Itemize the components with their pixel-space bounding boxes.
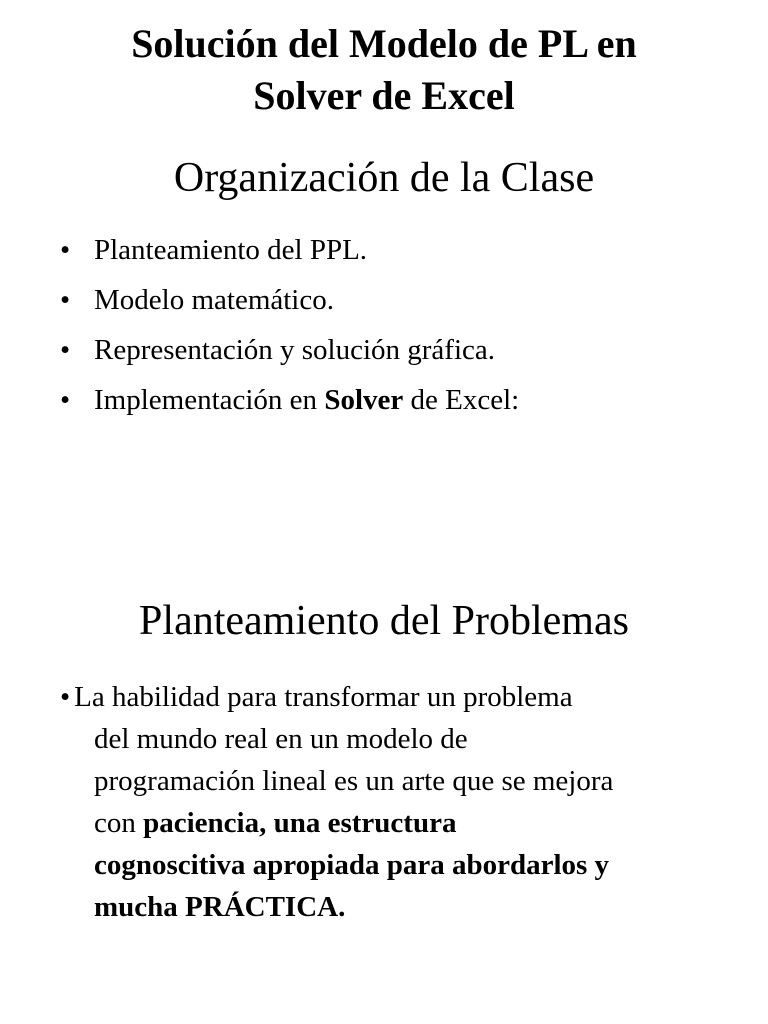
- bullet-icon: •: [60, 384, 71, 416]
- list-item-text-post: de Excel:: [403, 384, 520, 416]
- paragraph-line-4: [60, 802, 740, 844]
- section-heading-planteamiento: Planteamiento del Problemas: [139, 598, 629, 644]
- document-title: [0, 18, 768, 122]
- planteamiento-paragraph: [60, 676, 740, 928]
- list-item-text-bold: Solver: [324, 384, 404, 416]
- paragraph-text: con: [94, 807, 144, 839]
- paragraph-bold-text: paciencia, una estructura: [143, 807, 457, 839]
- paragraph-line-1: [60, 676, 740, 718]
- section-heading-organizacion: Organización de la Clase: [173, 155, 595, 201]
- bullet-icon: •: [60, 284, 71, 316]
- list-item: [60, 277, 519, 327]
- list-item-text: Representación y solución gráfica.: [94, 334, 496, 366]
- list-item: [60, 327, 519, 377]
- list-item-text: Planteamiento del PPL.: [94, 234, 368, 266]
- paragraph-bold-text: mucha PRÁCTICA.: [94, 891, 346, 923]
- bullet-icon: •: [60, 681, 71, 713]
- paragraph-bold-text: cognoscitiva apropiada para abordarlos y: [94, 849, 610, 881]
- paragraph-line-6: [60, 886, 740, 928]
- class-organization-list: [60, 227, 519, 427]
- title-line-1: Solución del Modelo de PL en: [131, 21, 637, 66]
- list-item-text: Modelo matemático.: [94, 284, 334, 316]
- bullet-icon: •: [60, 234, 71, 266]
- bullet-icon: •: [60, 334, 71, 366]
- list-item: [60, 227, 519, 277]
- list-item-text-pre: Implementación en: [94, 384, 325, 416]
- paragraph-line-2: del mundo real en un modelo de: [94, 723, 468, 755]
- paragraph-line-3: programación lineal es un arte que se mejora: [94, 765, 614, 797]
- paragraph-text: La habilidad para transformar un problema: [74, 681, 573, 713]
- paragraph-line-5: [60, 844, 740, 886]
- title-line-2: Solver de Excel: [253, 73, 515, 118]
- list-item: [60, 377, 519, 427]
